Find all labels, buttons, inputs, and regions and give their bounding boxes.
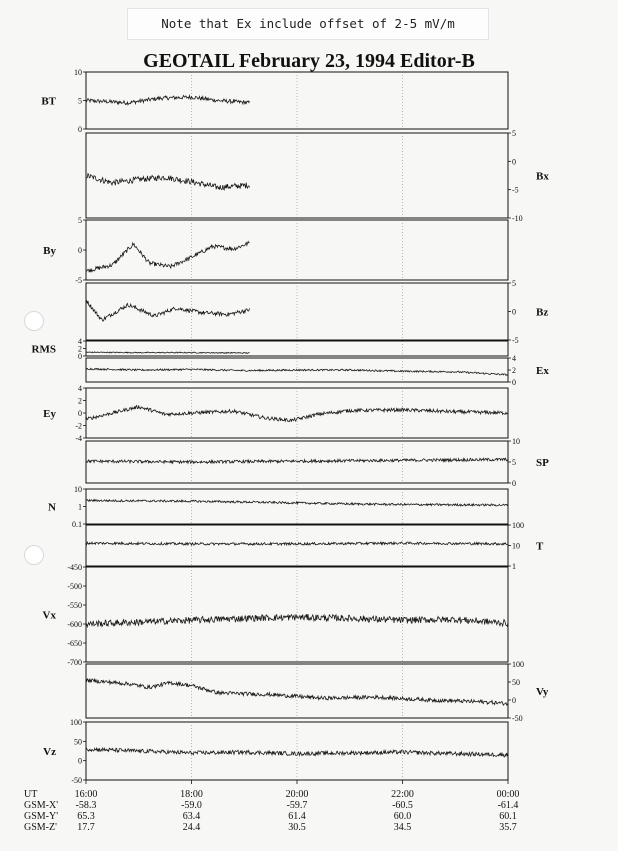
y-tick-label: 0 [512, 479, 516, 488]
ephemeris-label: UT [24, 789, 38, 800]
y-tick-label: 10 [512, 437, 520, 446]
ephemeris-value: 60.1 [499, 811, 517, 822]
y-tick-label: 0 [78, 756, 82, 766]
ephemeris-value: 00:00 [496, 789, 520, 800]
ephemeris-value: -58.3 [75, 800, 97, 811]
y-tick-label: 0 [512, 378, 516, 387]
panel-label-bz: Bz [536, 306, 549, 319]
panel-label-vy: Vy [536, 686, 549, 698]
y-tick-label: 5 [78, 216, 82, 225]
y-tick-label: 0 [78, 246, 82, 255]
ephemeris-value: 24.4 [182, 822, 201, 833]
ephemeris-label: GSM-X' [24, 800, 59, 811]
y-tick-label: 0 [512, 157, 516, 167]
y-tick-label: 100 [512, 660, 524, 669]
y-tick-label: 4 [78, 384, 82, 393]
y-tick-label: 100 [70, 718, 82, 727]
ephemeris-value: 16:00 [74, 789, 98, 800]
panel-label-vz: Vz [43, 746, 56, 758]
trace-n [86, 500, 508, 507]
y-tick-label: 10 [512, 541, 520, 551]
ephemeris-label: GSM-Y' [24, 811, 59, 822]
y-tick-label: 5 [512, 129, 516, 138]
trace-ey [86, 406, 508, 422]
y-tick-label: 0 [78, 409, 82, 418]
ephemeris-value: -61.4 [497, 800, 519, 811]
ephemeris-value: 30.5 [288, 822, 306, 833]
ephemeris-value: -60.5 [392, 800, 413, 811]
y-tick-label: 4 [78, 337, 82, 346]
y-tick-label: -4 [75, 434, 82, 443]
y-tick-label: -2 [75, 421, 82, 431]
chart-title: GEOTAIL February 23, 1994 Editor-B [143, 50, 475, 72]
panel-label-by: By [43, 245, 56, 257]
trace-bt [86, 96, 250, 105]
panel-frame-vx [86, 567, 508, 662]
y-tick-label: -10 [512, 214, 523, 223]
y-tick-label: -650 [67, 639, 82, 648]
y-tick-label: 0 [512, 307, 516, 317]
panel-label-vx: Vx [42, 609, 56, 622]
trace-bx [86, 174, 250, 190]
y-tick-label: -5 [75, 276, 82, 285]
y-tick-label: -50 [512, 714, 523, 723]
y-tick-label: 0 [78, 352, 82, 361]
y-tick-label: 5 [512, 458, 516, 467]
trace-rms [86, 352, 250, 354]
y-tick-label: -5 [512, 185, 519, 195]
trace-bz [86, 301, 250, 321]
y-tick-label: 5 [78, 96, 82, 106]
y-tick-label: 10 [74, 68, 82, 77]
panel-label-t: T [536, 540, 544, 553]
offset-note: Note that Ex include offset of 2-5 mV/m [127, 8, 489, 40]
y-tick-label: 1 [512, 562, 516, 571]
panel-label-ex: Ex [536, 365, 549, 377]
ephemeris-value: 20:00 [285, 789, 309, 800]
ephemeris-value: 60.0 [393, 811, 412, 822]
ephemeris-value: 34.5 [393, 822, 412, 833]
ephemeris-value: 17.7 [77, 822, 95, 833]
ephemeris-value: -59.7 [286, 800, 308, 811]
y-tick-label: -5 [512, 336, 519, 345]
y-tick-label: 2 [512, 366, 516, 375]
y-tick-label: 2 [78, 344, 82, 354]
ephemeris-value: 22:00 [391, 789, 414, 800]
y-tick-label: -700 [67, 658, 82, 667]
trace-ex [86, 368, 508, 375]
panel-label-rms: RMS [31, 343, 56, 356]
panel-label-ey: Ey [43, 408, 56, 420]
y-tick-label: 0 [78, 125, 82, 134]
y-tick-label: 2 [78, 396, 82, 406]
y-tick-label: 0.1 [72, 520, 82, 529]
ephemeris-value: 35.7 [499, 822, 517, 833]
y-tick-label: 0 [512, 696, 516, 705]
y-tick-label: 4 [512, 354, 516, 363]
y-tick-label: 10 [74, 485, 82, 494]
ephemeris-value: 63.4 [182, 811, 201, 822]
panel-frame-n [86, 489, 508, 524]
ephemeris-value: -59.0 [181, 800, 202, 811]
ephemeris-label: GSM-Z' [24, 822, 57, 833]
y-tick-label: 1 [78, 502, 82, 512]
ephemeris-value: 61.4 [288, 811, 306, 822]
y-tick-label: -500 [67, 582, 82, 591]
y-tick-label: -600 [67, 620, 82, 629]
panel-label-bx: Bx [536, 170, 549, 183]
panel-label-bt: BT [41, 95, 56, 108]
ephemeris-value: 65.3 [77, 811, 95, 822]
y-tick-label: -50 [71, 776, 82, 785]
ephemeris-value: 18:00 [180, 789, 203, 800]
panel-label-n: N [48, 501, 56, 514]
y-tick-label: 50 [512, 678, 520, 687]
y-tick-label: -450 [67, 563, 82, 572]
trace-by [86, 242, 250, 273]
y-tick-label: 100 [512, 521, 524, 530]
panel-label-sp: SP [536, 457, 549, 469]
y-tick-label: -550 [67, 601, 82, 610]
y-tick-label: 5 [512, 279, 516, 288]
y-tick-label: 50 [74, 737, 82, 747]
